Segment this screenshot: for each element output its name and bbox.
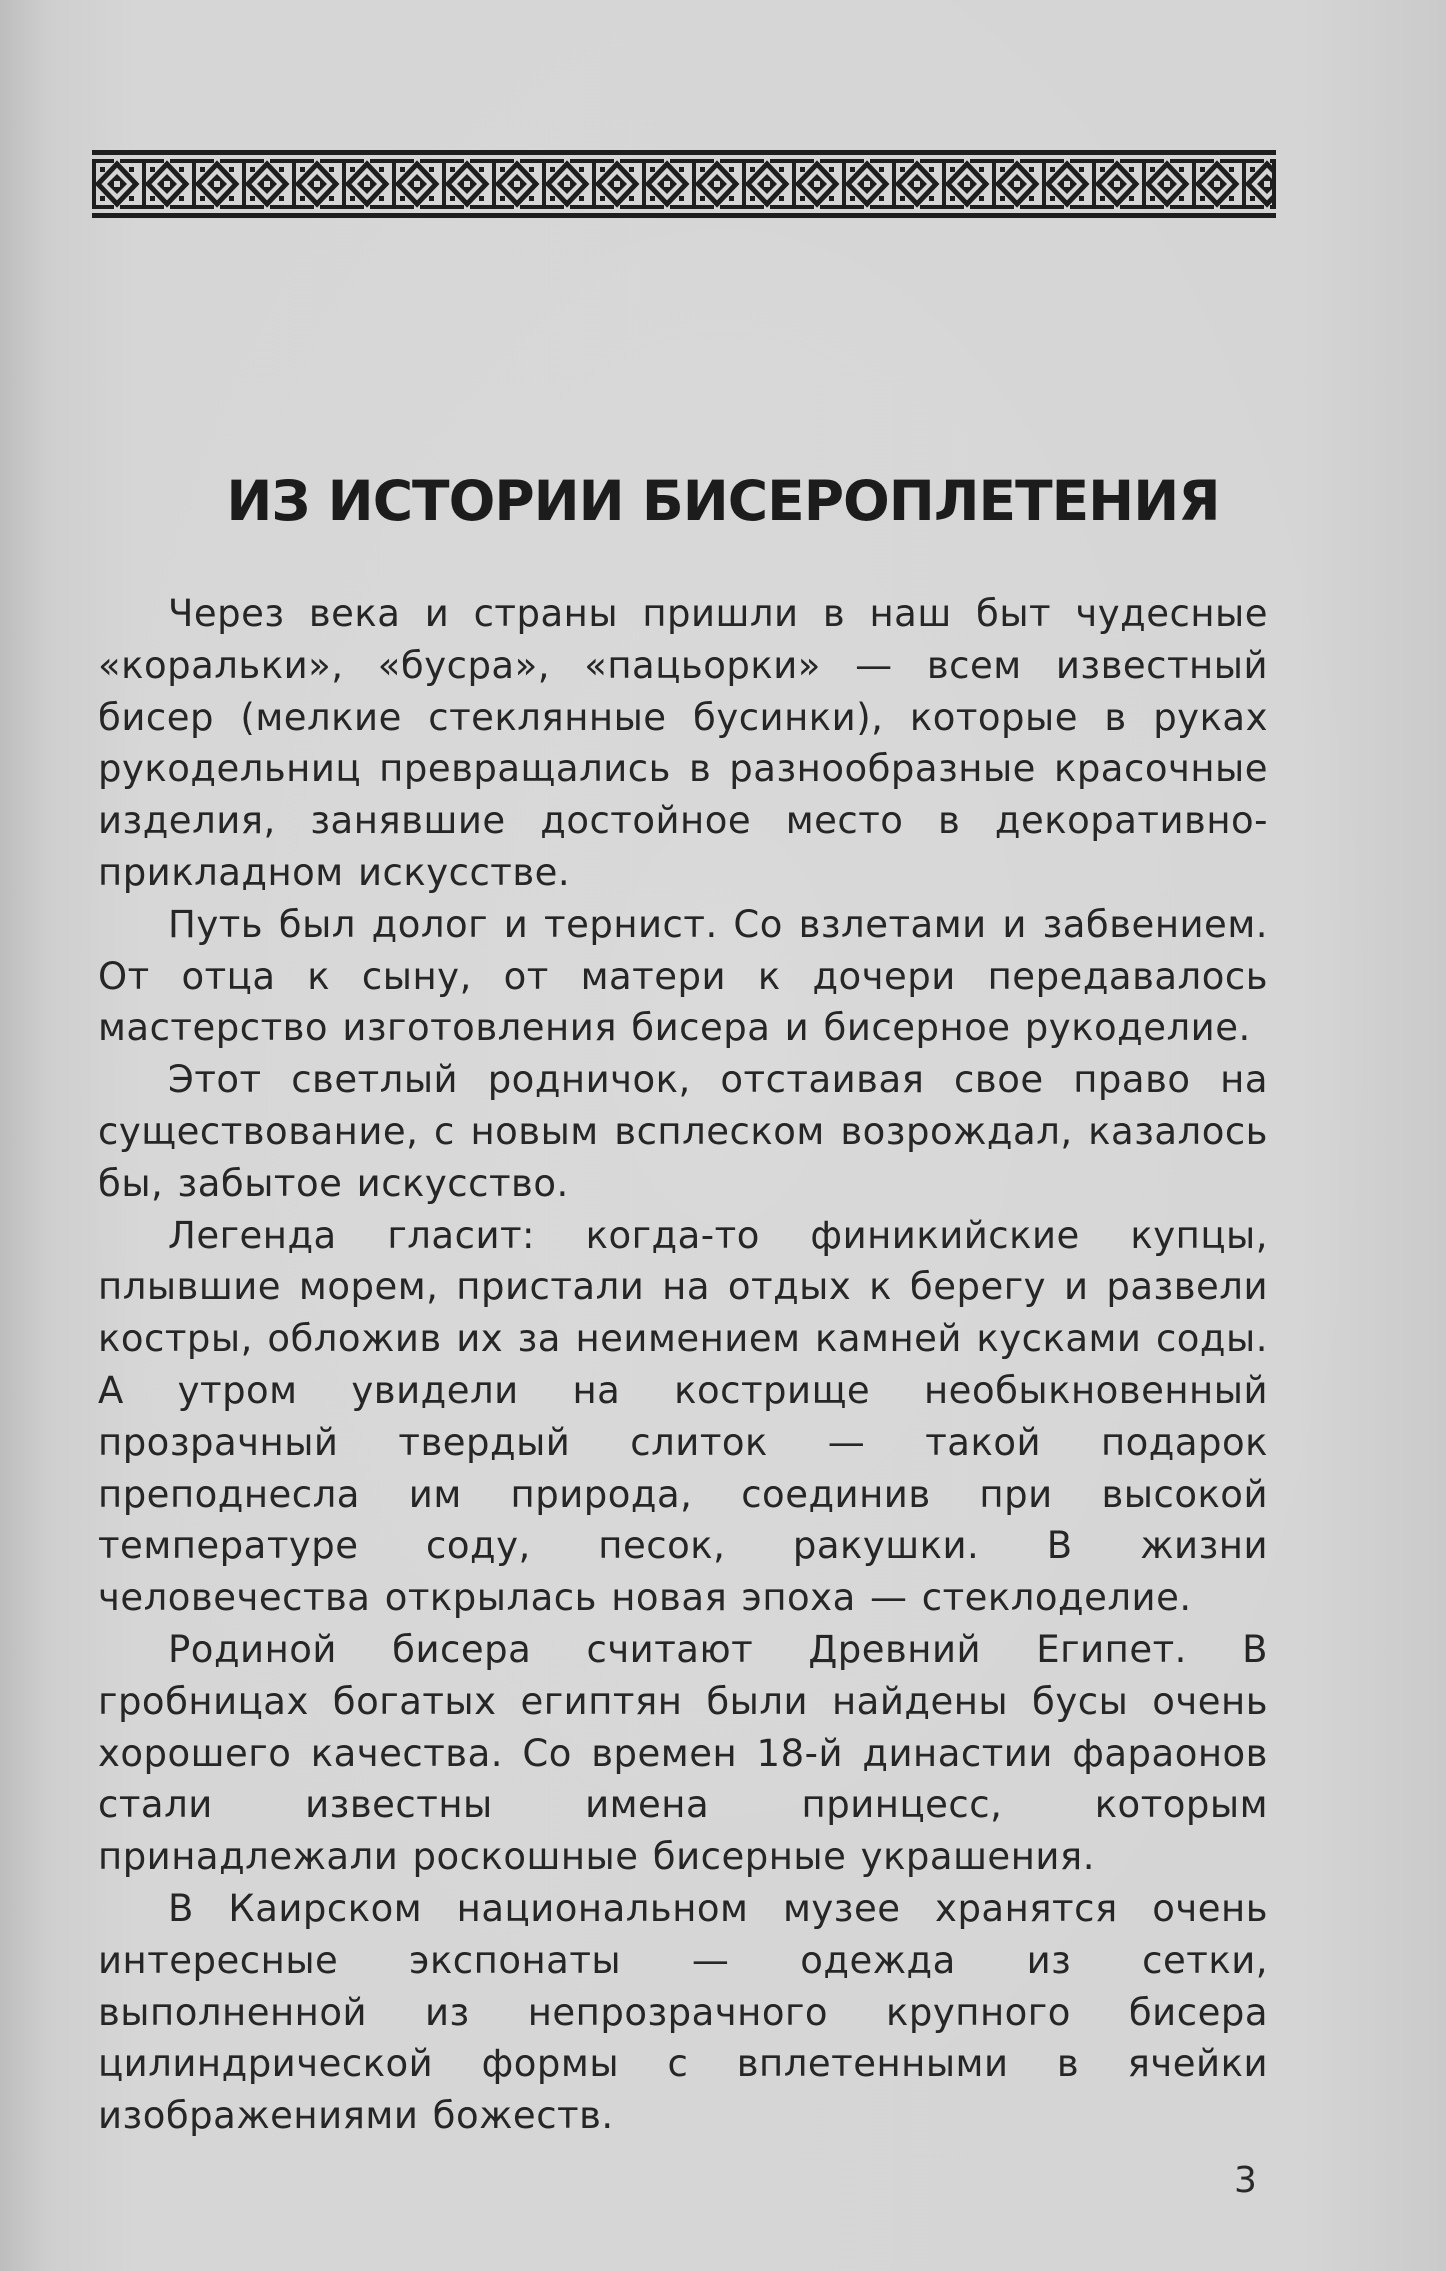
paragraph: Путь был долог и тернист. Со взлетами и забвением. От отца к сыну, от матери к дочери передавалось мастерство изготовления бисера и бисерное рукоделие. <box>98 902 1268 1050</box>
chapter-title: ИЗ ИСТОРИИ БИСЕРОПЛЕТЕНИЯ <box>226 469 1220 533</box>
paragraph: Через века и страны пришли в наш быт чудесные «коральки», «бусра», «пацьорки» — всем известный бисер (мелкие стеклянные бусинки), которые в руках рукодельниц превращались в разнообразные красочные изделия, занявшие достойное место в декоративно-прикладном искусстве. <box>98 592 1268 894</box>
paragraph: Этот светлый родничок, отстаивая свое право на существование, с новым всплеском возрождал, казалось бы, забытое искусство. <box>98 1058 1268 1205</box>
page-number: 3 <box>1234 2160 1257 2201</box>
paragraph: В Каирском национальном музее хранятся очень интересные экспонаты — одежда из сетки, выполненной из непрозрачного крупного бисера цилиндрической формы с вплетенными в ячейки изображениями божеств. <box>98 1886 1268 2138</box>
paragraph: Родиной бисера считают Древний Египет. В гробницах богатых египтян были найдены бусы очень хорошего качества. Со времен 18-й династии фараонов стали известны имена принцесс, которым принадлежали роскошные бисерные украшения. <box>98 1627 1268 1879</box>
ornament-border-icon <box>92 150 1276 218</box>
chapter-body <box>98 588 1268 2142</box>
paragraph: Легенда гласит: когда-то финикийские купцы, плывшие морем, пристали на отдых к берегу и развели костры, обложив их за неимением камней кусками соды. А утром увидели на кострище необыкновенный прозрачный твердый слиток — такой подарок преподнесла им природа, соединив при высокой температуре соду, песок, ракушки. В жизни человечества открылась новая эпоха — стеклоделие. <box>98 1213 1268 1620</box>
